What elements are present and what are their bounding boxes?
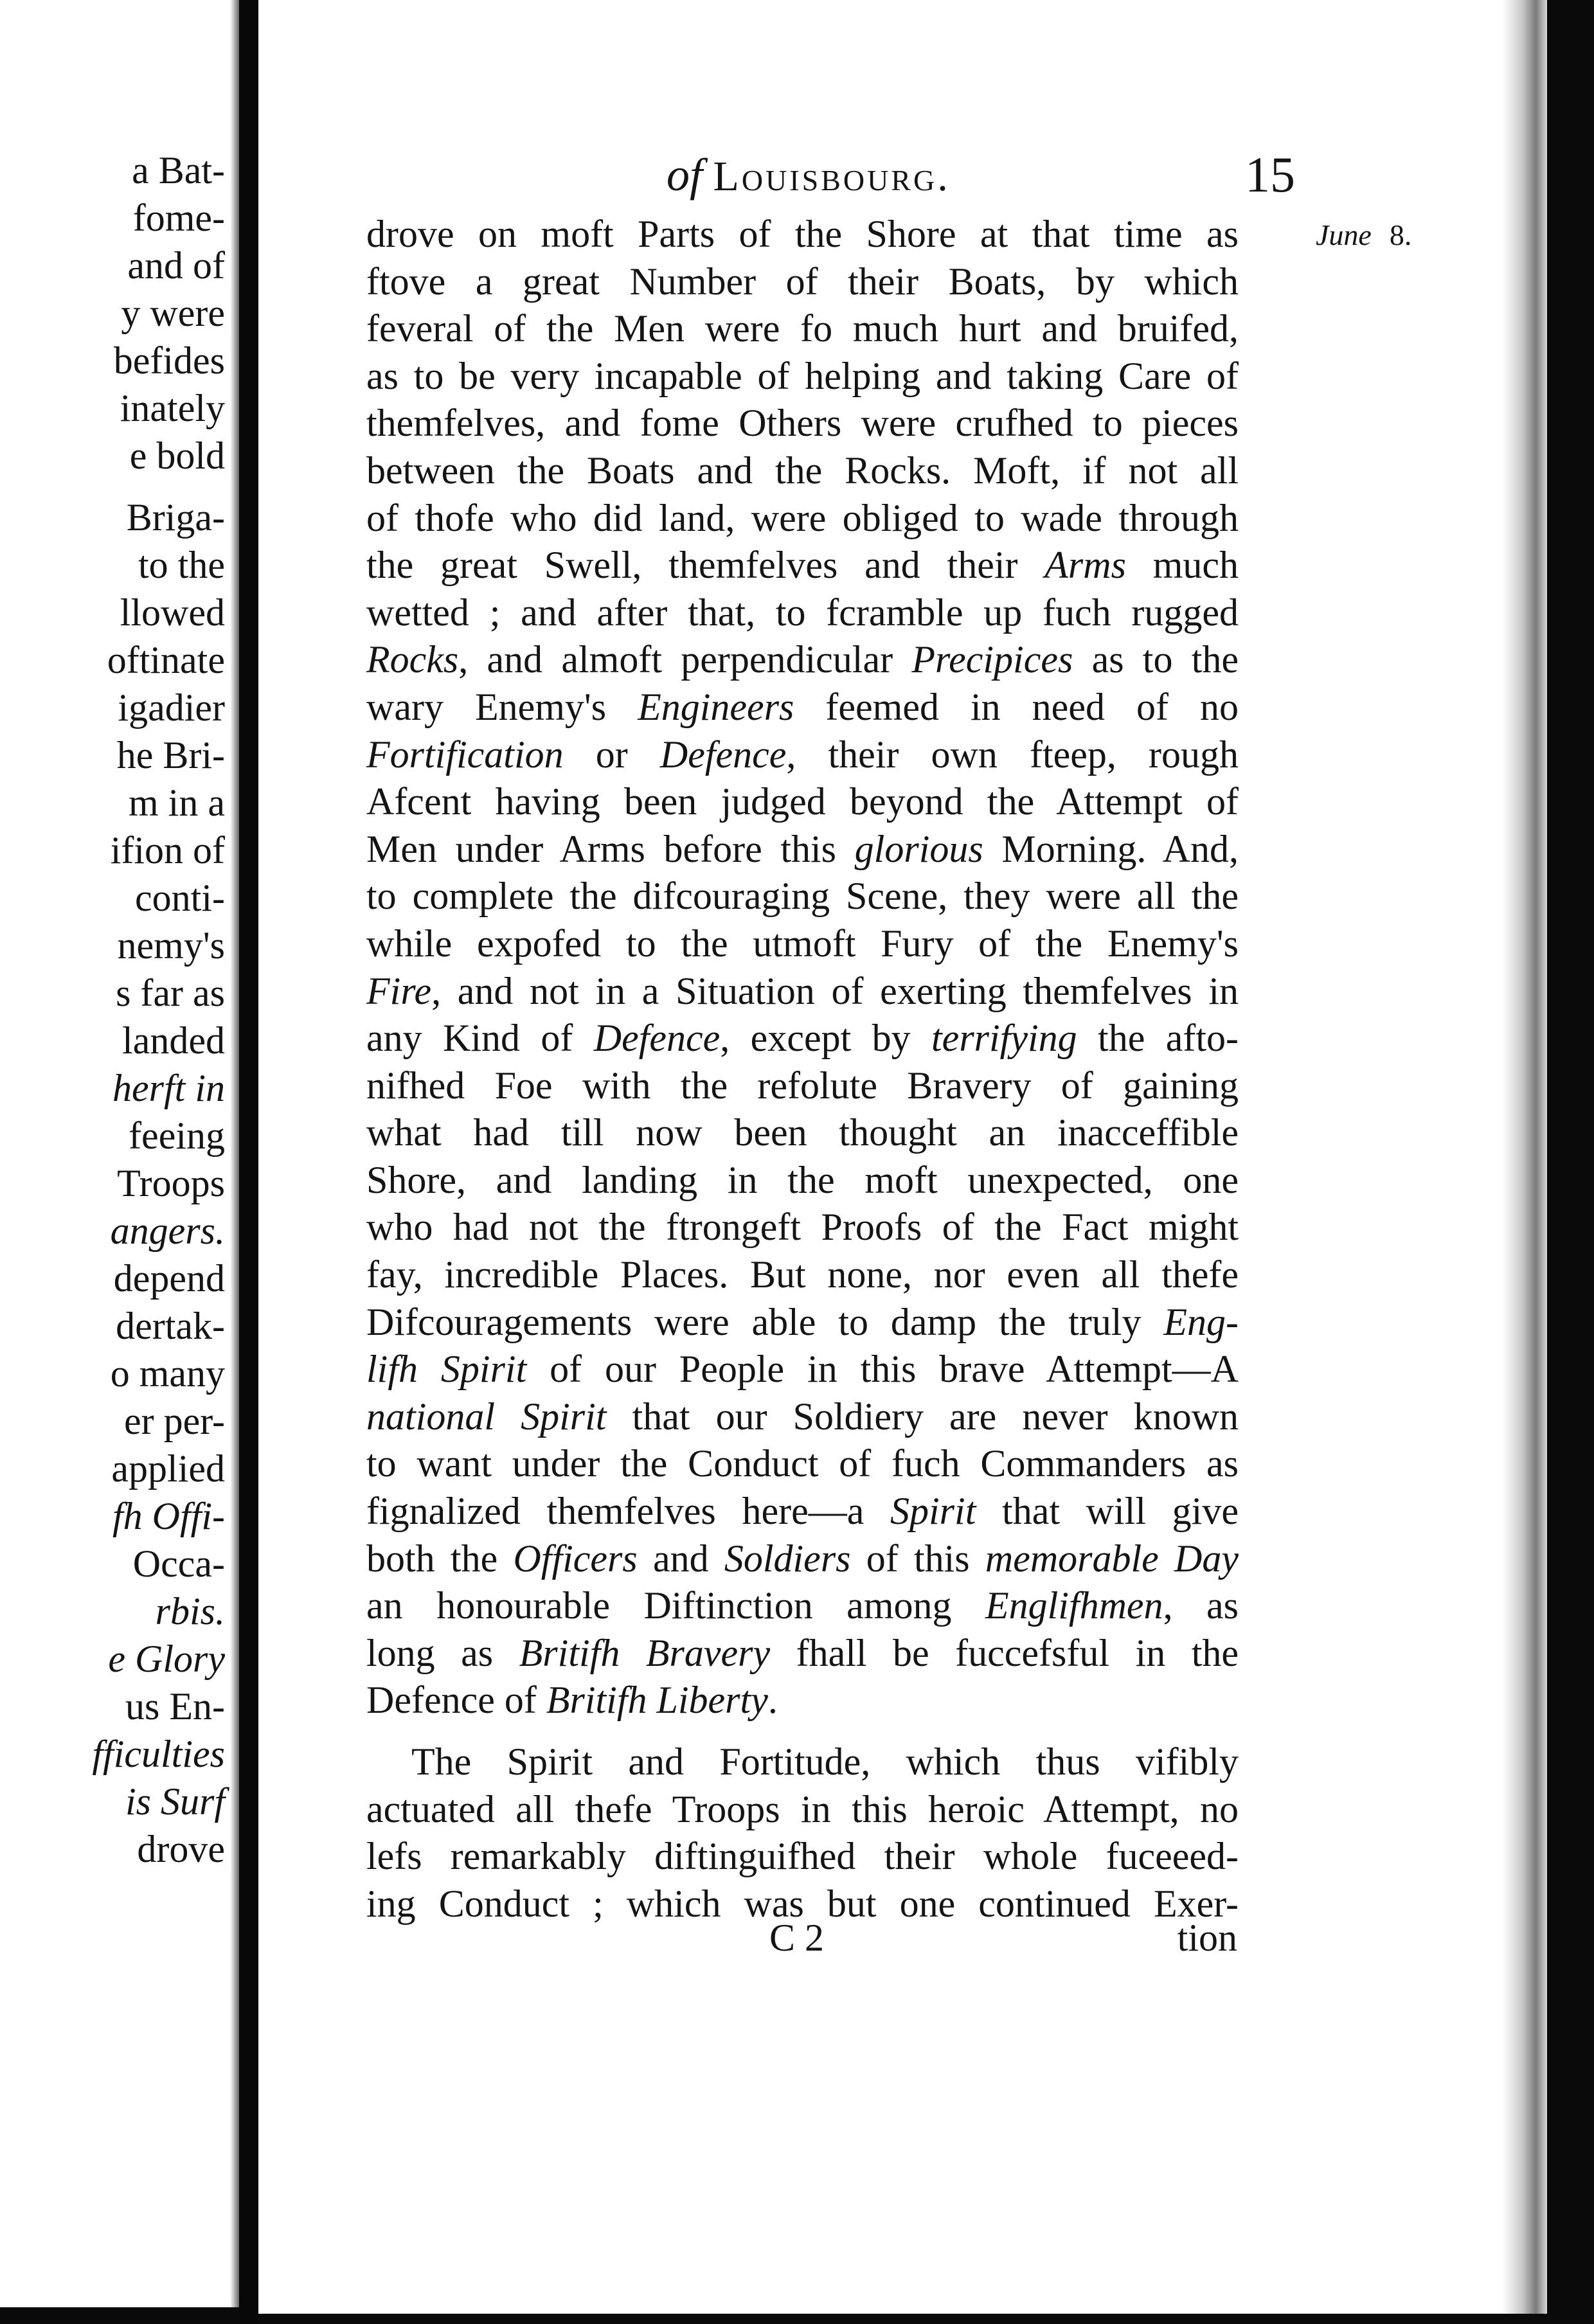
roman-run: Afcent having been judged beyond the Attempt of (366, 780, 1239, 823)
left-page-line: er per- (123, 1400, 225, 1442)
roman-run: wary Enemy's (366, 685, 638, 728)
text-line (366, 1630, 1239, 1677)
left-page-line: a Bat- (132, 149, 225, 192)
italic-run: Britifh Liberty (546, 1679, 768, 1722)
text-line (366, 447, 1239, 495)
roman-run: and (637, 1537, 724, 1580)
left-page-line: Occa- (132, 1542, 225, 1585)
left-page-line: and of (127, 244, 225, 287)
roman-run: or (563, 733, 660, 776)
left-page-line: angers. (110, 1210, 225, 1252)
roman-run: , as (1163, 1584, 1239, 1627)
roman-run: fignalized themfelves here—a (366, 1490, 890, 1533)
roman-run: any Kind of (366, 1017, 594, 1060)
left-page-line: nemy's (117, 924, 225, 967)
italic-run: lifh Spirit (366, 1348, 527, 1391)
text-line (366, 1535, 1239, 1583)
roman-run: actuated all thefe Troops in this heroic Attempt, no (366, 1787, 1239, 1830)
italic-run: Spirit (890, 1490, 976, 1533)
roman-run: the great Swell, themfelves and their (366, 544, 1045, 587)
text-line (366, 636, 1239, 684)
text-line (366, 258, 1239, 306)
italic-run: Defence (593, 1017, 721, 1060)
catchword: tion (1177, 1917, 1237, 1959)
text-line (366, 873, 1239, 920)
text-line (366, 1393, 1239, 1441)
page-number: 15 (1245, 147, 1295, 202)
roman-run: feemed in need of no (794, 685, 1239, 728)
left-page-line: Briga- (126, 496, 225, 539)
left-page-line: dertak- (116, 1305, 225, 1347)
left-page-line: e Glory (108, 1638, 225, 1680)
left-page-line: to the (138, 544, 225, 586)
right-page (258, 0, 1547, 2314)
left-page-line: fome- (132, 197, 225, 239)
left-page-line: e bold (129, 434, 225, 477)
roman-run: while expofed to the utmoft Fury of the Enemy's (366, 922, 1239, 965)
text-line (366, 1015, 1239, 1062)
italic-run: terrifying (931, 1017, 1077, 1060)
margin-date-note (1316, 211, 1411, 260)
italic-run: Rocks (366, 638, 459, 681)
signature-mark: C 2 (769, 1917, 825, 1959)
italic-run: Soldiers (724, 1537, 851, 1580)
roman-run: drove on moft Parts of the Shore at that time as (366, 213, 1239, 255)
roman-run: Men under Arms before this (366, 827, 855, 870)
italic-run: Defence (659, 733, 787, 776)
left-page-line: Troops (117, 1162, 225, 1204)
text-line (366, 1109, 1239, 1157)
roman-run: that our Soldiery are never known (606, 1395, 1239, 1438)
roman-run: of our People in this brave Attempt—A (526, 1348, 1239, 1391)
roman-run: much (1125, 544, 1239, 587)
text-line (366, 684, 1239, 731)
text-line (366, 353, 1239, 400)
left-page-line: feeing (129, 1114, 225, 1157)
roman-run: The Spirit and Fortitude, which thus vifibly (411, 1740, 1239, 1783)
body-text-block (366, 211, 1239, 1927)
roman-run: both the (366, 1537, 514, 1580)
margin-date-month: June (1316, 219, 1372, 251)
roman-run: fhall be fuccefsful in the (770, 1631, 1239, 1674)
roman-run: . (767, 1679, 778, 1722)
roman-run: of this (850, 1537, 985, 1580)
left-page-text (0, 147, 225, 1873)
text-line (366, 542, 1239, 589)
left-page-line: fficulties (92, 1733, 225, 1775)
text-line (366, 1299, 1239, 1346)
text-line (366, 1488, 1239, 1535)
left-page-line: befides (113, 339, 225, 382)
roman-run: long as (366, 1631, 519, 1674)
running-head-of: of (667, 149, 703, 201)
left-page-line: landed (122, 1019, 225, 1062)
italic-run: Fortification (366, 733, 564, 776)
italic-run: Precipices (911, 638, 1073, 681)
text-line (366, 1739, 1239, 1786)
text-line (366, 1062, 1239, 1110)
text-line (366, 589, 1239, 637)
text-line (366, 1677, 1239, 1724)
text-line (366, 1786, 1239, 1834)
left-facing-page (0, 0, 239, 2307)
text-line (366, 778, 1239, 826)
left-page-line: m in a (129, 782, 225, 824)
roman-run: , except by (720, 1017, 932, 1060)
roman-run: , their own fteep, rough (786, 733, 1239, 776)
roman-run: Shore, and landing in the moft unexpected, one (366, 1158, 1239, 1201)
left-page-line: fh Offi- (112, 1495, 225, 1537)
italic-run: Officers (513, 1537, 638, 1580)
italic-run: memorable Day (985, 1537, 1239, 1580)
roman-run: wetted ; and after that, to fcramble up fuch rugged (366, 591, 1239, 634)
left-page-line: inately (120, 387, 225, 429)
roman-run: as to be very incapable of helping and taking Care of (366, 354, 1239, 397)
text-line (366, 1251, 1239, 1299)
roman-run: what had till now been thought an inacceffible (366, 1111, 1239, 1154)
text-line (366, 305, 1239, 353)
text-line (366, 495, 1239, 542)
text-line (366, 1346, 1239, 1393)
left-page-line: ifion of (110, 829, 225, 872)
roman-run: feveral of the Men were fo much hurt and bruifed, (366, 307, 1239, 350)
roman-run: themfelves, and fome Others were crufhed to pieces (366, 402, 1239, 445)
roman-run: of thofe who did land, were obliged to wade through (366, 496, 1239, 539)
roman-run: Difcouragements were able to damp the truly (366, 1300, 1164, 1343)
roman-run: ing Conduct ; which was but one continued Exer- (366, 1882, 1239, 1925)
italic-run: glorious (854, 827, 983, 870)
roman-run: that will give (976, 1490, 1239, 1533)
roman-run: to want under the Conduct of fuch Commanders as (366, 1442, 1239, 1485)
italic-run: Arms (1044, 544, 1126, 587)
roman-run: , and almoft perpendicular (458, 638, 912, 681)
text-line (366, 1440, 1239, 1488)
roman-run: an honourable Diftinction among (366, 1584, 985, 1627)
running-head (667, 143, 1309, 207)
roman-run: ftove a great Number of their Boats, by which (366, 260, 1239, 303)
text-line (366, 731, 1239, 779)
left-page-line: llowed (120, 591, 225, 634)
italic-run: Eng- (1163, 1300, 1239, 1343)
left-page-line: applied (111, 1447, 225, 1490)
left-page-line: s far as (116, 972, 225, 1014)
left-page-line: depend (113, 1257, 225, 1300)
left-page-line: igadier (118, 686, 225, 729)
page-edge-shadow (1502, 0, 1547, 2314)
running-head-title: Louisbourg. (713, 153, 951, 200)
left-page-line: oftinate (107, 639, 225, 681)
italic-run: Engineers (638, 685, 794, 728)
left-page-line: is Surf (125, 1780, 225, 1823)
margin-date-day: 8. (1389, 219, 1412, 251)
book-spine (239, 0, 258, 2324)
italic-run: Englifhmen (985, 1584, 1163, 1627)
left-page-line: herft in (112, 1067, 225, 1109)
text-line (366, 920, 1239, 968)
text-line (366, 968, 1239, 1015)
roman-run: lefs remarkably diftinguifhed their whole fuceeed- (366, 1835, 1239, 1878)
left-page-line: y were (121, 292, 225, 334)
left-page-line: drove (137, 1828, 225, 1870)
left-page-line: he Bri- (116, 734, 225, 776)
left-page-line: o many (110, 1352, 225, 1395)
text-line (366, 211, 1239, 258)
left-page-line: conti- (135, 877, 225, 919)
roman-run: who had not the ftrongeft Proofs of the Fact might (366, 1206, 1239, 1249)
italic-run: national Spirit (366, 1395, 607, 1438)
left-page-line: us En- (125, 1685, 225, 1728)
left-page-gutter-shadow (230, 0, 239, 2307)
italic-run: Fire (366, 969, 432, 1012)
text-line (366, 400, 1239, 447)
roman-run: Morning. And, (983, 827, 1239, 870)
roman-run: Defence of (366, 1679, 546, 1722)
left-page-line: rbis. (155, 1590, 225, 1632)
roman-run: , and not in a Situation of exerting themfelves in (431, 969, 1239, 1012)
roman-run: fay, incredible Places. But none, nor even all thefe (366, 1253, 1239, 1296)
roman-run: to complete the difcouraging Scene, they were all the (366, 875, 1239, 918)
text-line (366, 1833, 1239, 1881)
roman-run: nifhed Foe with the refolute Bravery of gaining (366, 1064, 1239, 1107)
roman-run: as to the (1073, 638, 1239, 681)
text-line (366, 1204, 1239, 1251)
text-line (366, 1582, 1239, 1630)
roman-run: between the Boats and the Rocks. Moft, if not all (366, 449, 1239, 492)
text-line (366, 826, 1239, 873)
text-line (366, 1157, 1239, 1204)
roman-run: the afto- (1077, 1017, 1239, 1060)
italic-run: Britifh Bravery (519, 1631, 771, 1674)
